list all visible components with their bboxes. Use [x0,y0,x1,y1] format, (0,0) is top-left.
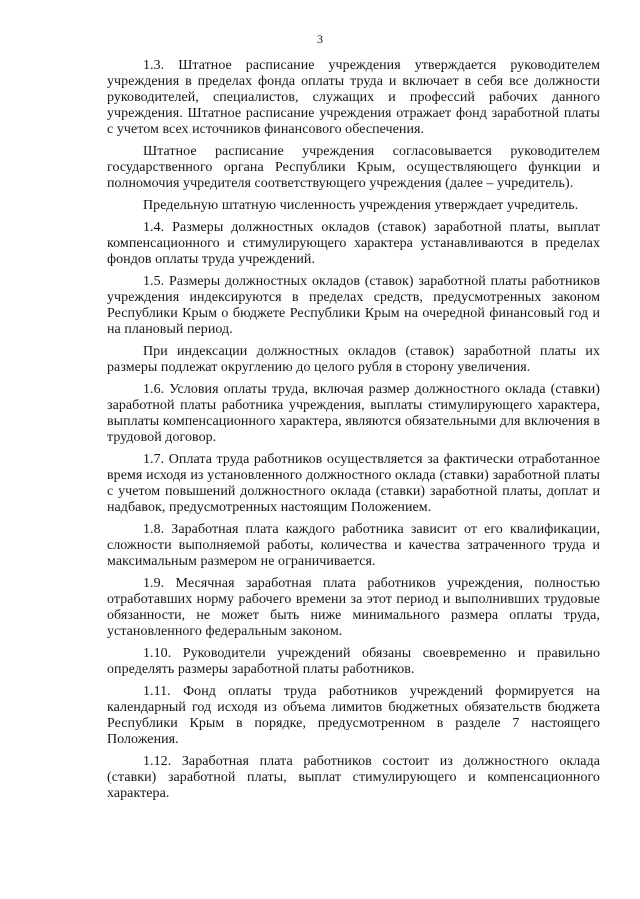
page-number: 3 [317,32,323,46]
paragraph-staff-limit: Предельную штатную численность учреждения утверждает учредитель. [143,198,579,213]
paragraph-1-9: 1.9. Месячная заработная плата работников учреждения, полностью отработавших норму рабочего времени за этот период и выполнивших трудовые обязанности, не может быть ниже минимального размера оплаты труда, установленного федеральным законом. [107,576,600,639]
paragraph-1-12: 1.12. Заработная плата работников состоит из должностного оклада (ставки) заработной платы, выплат стимулирующего и компенсационного характера. [107,754,600,801]
paragraph-1-11: 1.11. Фонд оплаты труда работников учреждений формируется на календарный год исходя из объема лимитов бюджетных обязательств бюджета Республики Крым в порядке, предусмотренном в разделе 7 настоящего Положения. [107,684,600,747]
paragraph-staffing-approval: Штатное расписание учреждения согласовывается руководителем государственного органа Республики Крым, осуществляющего функции и полномочия учредителя соответствующего учреждения (далее – учредитель). [107,144,600,191]
document-body [107,58,600,808]
paragraph-1-8: 1.8. Заработная плата каждого работника зависит от его квалификации, сложности выполняемой работы, количества и качества затраченного труда и максимальным размером не ограничивается. [107,522,600,569]
paragraph-indexation: При индексации должностных окладов (ставок) заработной платы их размеры подлежат округлению до целого рубля в сторону увеличения. [107,344,600,375]
paragraph-1-7: 1.7. Оплата труда работников осуществляется за фактически отработанное время исходя из установленного должностного оклада (ставки) заработной платы с учетом повышений должностного оклада (ставки) заработной платы, доплат и надбавок, предусмотренных настоящим Положением. [107,452,600,515]
paragraph-1-10: 1.10. Руководители учреждений обязаны своевременно и правильно определять размеры заработной платы работников. [107,646,600,677]
paragraph-1-6: 1.6. Условия оплаты труда, включая размер должностного оклада (ставки) заработной платы работника учреждения, выплаты стимулирующего характера, выплаты компенсационного характера, являются обязательными для включения в трудовой договор. [107,382,600,445]
paragraph-1-3: 1.3. Штатное расписание учреждения утверждается руководителем учреждения в пределах фонда оплаты труда и включает в себя все должности руководителей, специалистов, служащих и профессий рабочих данного учреждения. Штатное расписание учреждения отражает фонд заработной платы с учетом всех источников финансового обеспечения. [107,58,600,137]
paragraph-1-4: 1.4. Размеры должностных окладов (ставок) заработной платы, выплат компенсационного и стимулирующего характера устанавливаются в пределах фондов оплаты труда учреждений. [107,220,600,267]
paragraph-1-5: 1.5. Размеры должностных окладов (ставок) заработной платы работников учреждения индексируются в пределах средств, предусмотренных законом Республики Крым о бюджете Республики Крым на очередной финансовый год и на плановый период. [107,274,600,337]
